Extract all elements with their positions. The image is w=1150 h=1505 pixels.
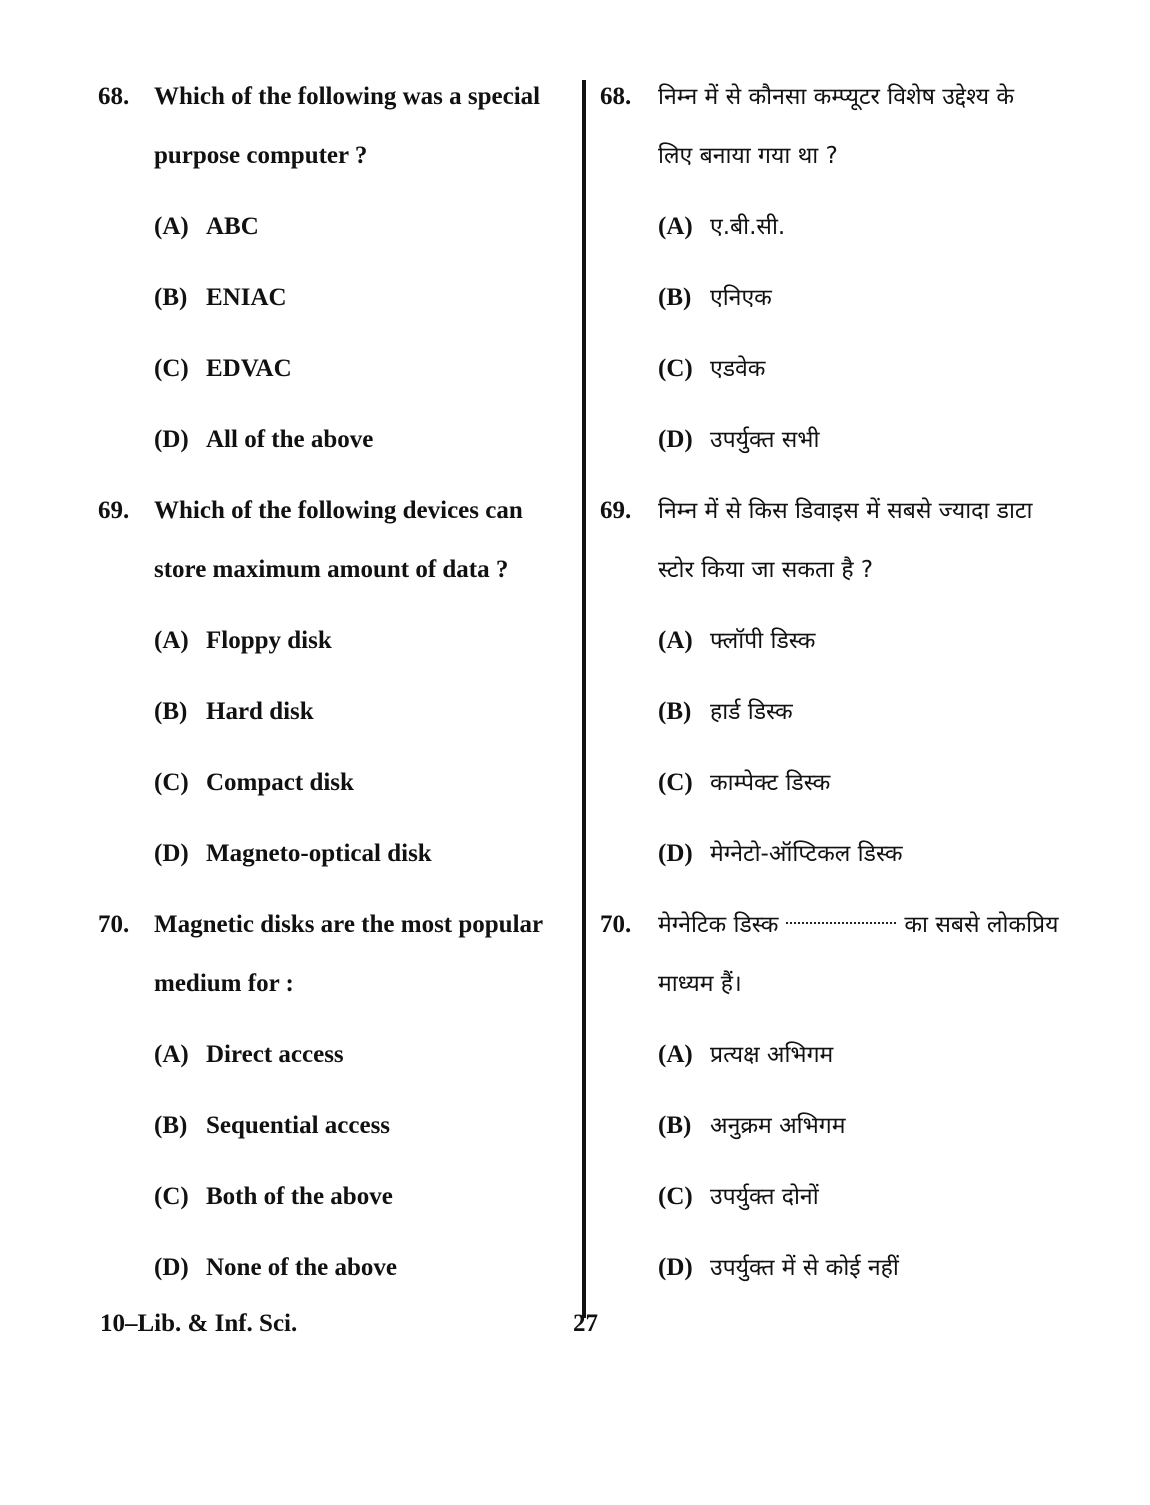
option-letter: (D) (658, 840, 693, 867)
option-letter: (B) (154, 698, 188, 725)
option-b (600, 687, 1090, 758)
option-text: EDVAC (206, 355, 292, 382)
option-letter: (C) (154, 769, 189, 796)
question-text: Magnetic disks are the most popular (154, 911, 544, 938)
option-a (600, 616, 1090, 687)
question-text: निम्न में से किस डिवाइस में सबसे ज्यादा डाटा (658, 498, 1033, 524)
option-letter: (D) (658, 426, 693, 453)
option-d (600, 415, 1090, 486)
option-letter: (C) (658, 769, 693, 796)
option-c (600, 344, 1090, 415)
option-text: All of the above (206, 426, 374, 453)
option-text: ए.बी.सी. (710, 214, 786, 240)
question-70-hi (600, 900, 1090, 1314)
question-number: 69. (600, 497, 632, 524)
option-b (98, 273, 576, 344)
option-text: एनिएक (710, 285, 772, 311)
option-c (98, 344, 576, 415)
option-text: Floppy disk (206, 627, 332, 654)
option-letter: (A) (154, 213, 189, 240)
question-68-hi (600, 72, 1090, 486)
option-b (98, 1101, 576, 1172)
option-text: None of the above (206, 1254, 397, 1281)
question-line (600, 131, 1090, 190)
option-letter: (A) (154, 627, 189, 654)
option-letter: (D) (154, 840, 189, 867)
option-letter: (D) (658, 1254, 693, 1281)
option-a (600, 1030, 1090, 1101)
option-letter: (A) (658, 1041, 693, 1068)
question-line (600, 486, 1090, 545)
option-text: काम्पेक्ट डिस्क (710, 770, 831, 796)
question-line (98, 486, 576, 545)
option-letter: (A) (154, 1041, 189, 1068)
option-letter: (C) (658, 355, 693, 382)
question-70-en (98, 900, 576, 1314)
option-list (600, 202, 1090, 486)
option-text: फ्लॉपी डिस्क (710, 628, 816, 654)
option-letter: (D) (154, 1254, 189, 1281)
question-number: 68. (98, 83, 130, 110)
option-a (98, 616, 576, 687)
option-list (600, 616, 1090, 900)
option-text: Compact disk (206, 769, 354, 796)
option-text: अनुक्रम अभिगम (710, 1113, 846, 1139)
question-text-part: का सबसे लोकप्रिय (904, 912, 1059, 938)
option-d (600, 829, 1090, 900)
question-line (600, 72, 1090, 131)
option-a (600, 202, 1090, 273)
option-text: प्रत्यक्ष अभिगम (710, 1042, 834, 1068)
option-c (98, 1172, 576, 1243)
question-line (600, 900, 1090, 959)
question-number: 69. (98, 497, 130, 524)
option-c (98, 758, 576, 829)
option-letter: (B) (658, 284, 692, 311)
question-line (98, 131, 576, 190)
question-line (98, 72, 576, 131)
question-text: store maximum amount of data ? (154, 556, 509, 583)
question-line (98, 545, 576, 604)
option-letter: (A) (658, 627, 693, 654)
question-68-en (98, 72, 576, 486)
option-list (98, 1030, 576, 1314)
option-letter: (A) (658, 213, 693, 240)
question-text: स्टोर किया जा सकता है ? (658, 557, 874, 583)
option-b (600, 1101, 1090, 1172)
option-text: ENIAC (206, 284, 287, 311)
question-69-hi (600, 486, 1090, 900)
question-text: माध्यम हैं। (658, 971, 742, 997)
question-text: medium for : (154, 970, 294, 997)
question-text: purpose computer ? (154, 142, 368, 169)
option-d (98, 415, 576, 486)
option-letter: (C) (154, 355, 189, 382)
question-text: निम्न में से कौनसा कम्प्यूटर विशेष उद्देश्य के (658, 84, 1015, 110)
option-d (98, 829, 576, 900)
option-text: ABC (206, 213, 259, 240)
question-number: 68. (600, 83, 632, 110)
option-letter: (C) (658, 1183, 693, 1210)
option-b (98, 687, 576, 758)
english-column (98, 72, 576, 1314)
option-letter: (B) (658, 1112, 692, 1139)
column-divider (582, 80, 586, 1318)
question-line (600, 545, 1090, 604)
option-letter: (B) (154, 1112, 188, 1139)
option-text: Direct access (206, 1041, 344, 1068)
option-text: हार्ड डिस्क (710, 699, 793, 725)
option-text: Sequential access (206, 1112, 391, 1139)
option-list (98, 616, 576, 900)
fill-in-blank (786, 922, 896, 924)
question-text (658, 900, 1058, 950)
option-c (600, 1172, 1090, 1243)
option-text: उपर्युक्त में से कोई नहीं (710, 1255, 899, 1281)
option-a (98, 202, 576, 273)
hindi-column (600, 72, 1090, 1314)
option-text: Hard disk (206, 698, 314, 725)
paper-code: 10–Lib. & Inf. Sci. (100, 1310, 298, 1337)
option-letter: (B) (154, 284, 188, 311)
option-list (600, 1030, 1090, 1314)
option-text: मेग्नेटो-ऑप्टिकल डिस्क (710, 841, 903, 867)
page-number: 27 (573, 1310, 598, 1337)
option-b (600, 273, 1090, 344)
question-text: लिए बनाया गया था ? (658, 143, 838, 169)
question-text-part: मेग्नेटिक डिस्क (658, 912, 779, 938)
option-letter: (C) (154, 1183, 189, 1210)
question-line (600, 959, 1090, 1018)
question-text: Which of the following was a special (154, 83, 541, 110)
option-text: Magneto-optical disk (206, 840, 432, 867)
option-a (98, 1030, 576, 1101)
question-69-en (98, 486, 576, 900)
option-d (98, 1243, 576, 1314)
question-number: 70. (600, 911, 632, 938)
question-line (98, 900, 576, 959)
question-text: Which of the following devices can (154, 497, 523, 524)
question-number: 70. (98, 911, 130, 938)
option-letter: (D) (154, 426, 189, 453)
option-text: उपर्युक्त दोनों (710, 1184, 819, 1210)
option-list (98, 202, 576, 486)
option-c (600, 758, 1090, 829)
option-text: उपर्युक्त सभी (710, 427, 820, 453)
option-d (600, 1243, 1090, 1314)
option-text: Both of the above (206, 1183, 393, 1210)
option-text: एडवेक (710, 356, 766, 382)
question-line (98, 959, 576, 1018)
option-letter: (B) (658, 698, 692, 725)
